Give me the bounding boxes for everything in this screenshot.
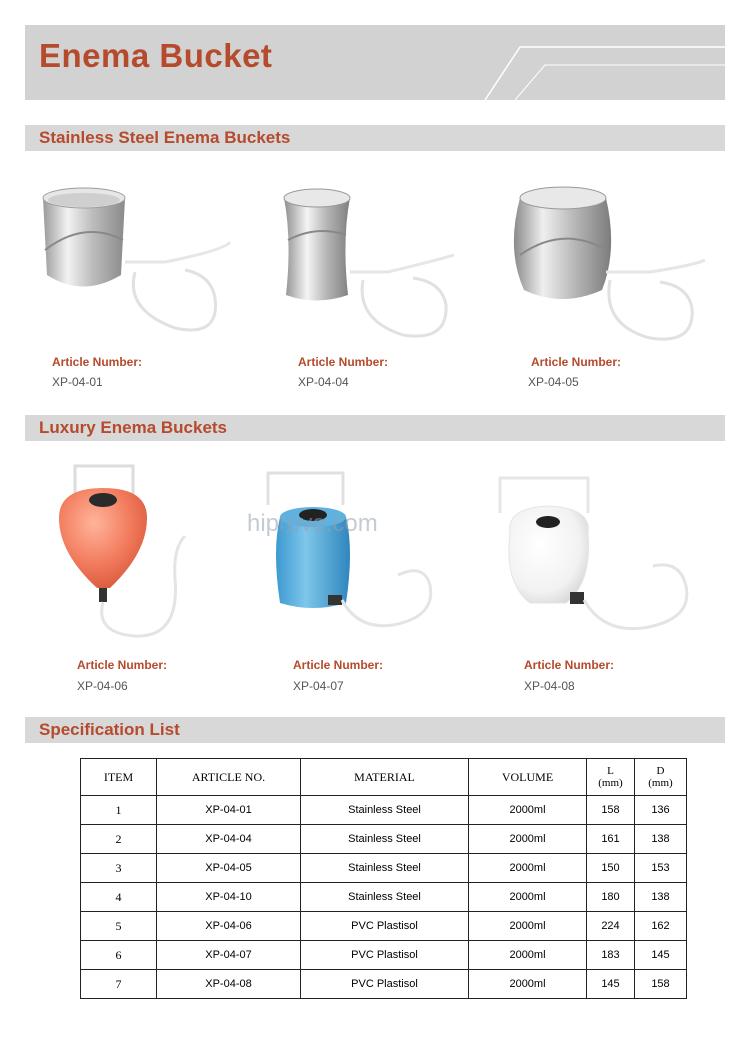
cell-article: XP-04-04 bbox=[157, 825, 301, 854]
table-header-row bbox=[81, 759, 687, 796]
header-diameter bbox=[635, 759, 687, 796]
cell-article: XP-04-07 bbox=[157, 941, 301, 970]
cell-length: 145 bbox=[587, 970, 635, 999]
cell-diameter: 162 bbox=[635, 912, 687, 941]
cell-diameter: 138 bbox=[635, 825, 687, 854]
cell-item: 6 bbox=[81, 941, 157, 970]
header-diameter-label: D bbox=[656, 765, 665, 777]
section-title-luxury: Luxury Enema Buckets bbox=[39, 418, 228, 437]
header-volume: VOLUME bbox=[469, 759, 587, 796]
section-bar-luxury bbox=[25, 415, 725, 441]
table-row bbox=[81, 970, 687, 999]
cell-material: PVC Plastisol bbox=[301, 941, 469, 970]
white-bucket-icon bbox=[488, 468, 698, 643]
cell-diameter: 138 bbox=[635, 883, 687, 912]
cell-material: Stainless Steel bbox=[301, 825, 469, 854]
cell-length: 150 bbox=[587, 854, 635, 883]
cell-volume: 2000ml bbox=[469, 883, 587, 912]
cell-item: 4 bbox=[81, 883, 157, 912]
header-length bbox=[587, 759, 635, 796]
cell-diameter: 145 bbox=[635, 941, 687, 970]
section-bar-spec bbox=[25, 717, 725, 743]
cell-article: XP-04-06 bbox=[157, 912, 301, 941]
cell-item: 7 bbox=[81, 970, 157, 999]
article-number-label: Article Number: bbox=[524, 658, 615, 672]
cell-item: 2 bbox=[81, 825, 157, 854]
product-image-xp-04-01 bbox=[35, 180, 235, 340]
article-number-label: Article Number: bbox=[77, 658, 168, 672]
table-row bbox=[81, 912, 687, 941]
cell-material: Stainless Steel bbox=[301, 796, 469, 825]
cell-length: 158 bbox=[587, 796, 635, 825]
cell-material: PVC Plastisol bbox=[301, 970, 469, 999]
blue-bucket-icon bbox=[258, 465, 443, 640]
cell-diameter: 153 bbox=[635, 854, 687, 883]
watermark-text: hiprove.com bbox=[247, 510, 378, 537]
product-image-xp-04-07 bbox=[258, 465, 443, 640]
cell-article: XP-04-08 bbox=[157, 970, 301, 999]
article-number-label: Article Number: bbox=[293, 658, 384, 672]
article-number-label: Article Number: bbox=[298, 355, 389, 369]
cell-diameter: 158 bbox=[635, 970, 687, 999]
cell-article: XP-04-05 bbox=[157, 854, 301, 883]
cell-item: 1 bbox=[81, 796, 157, 825]
stainless-tall-bucket-icon bbox=[278, 180, 478, 340]
page-header-banner bbox=[25, 25, 725, 100]
article-number-label: Article Number: bbox=[52, 355, 143, 369]
product-image-xp-04-08 bbox=[488, 468, 698, 643]
cell-length: 224 bbox=[587, 912, 635, 941]
article-number-value: XP-04-05 bbox=[528, 375, 579, 389]
article-number-value: XP-04-06 bbox=[77, 679, 128, 693]
table-row bbox=[81, 825, 687, 854]
header-article: ARTICLE NO. bbox=[157, 759, 301, 796]
cell-volume: 2000ml bbox=[469, 854, 587, 883]
cell-length: 180 bbox=[587, 883, 635, 912]
stainless-round-bucket-icon bbox=[35, 180, 235, 340]
cell-article: XP-04-01 bbox=[157, 796, 301, 825]
cell-length: 161 bbox=[587, 825, 635, 854]
article-number-value: XP-04-01 bbox=[52, 375, 103, 389]
cell-volume: 2000ml bbox=[469, 941, 587, 970]
orange-bulb-bucket-icon bbox=[55, 458, 205, 643]
article-number-value: XP-04-04 bbox=[298, 375, 349, 389]
product-image-xp-04-04 bbox=[278, 180, 478, 340]
table-row bbox=[81, 883, 687, 912]
section-title-stainless: Stainless Steel Enema Buckets bbox=[39, 128, 291, 147]
table-row bbox=[81, 941, 687, 970]
cell-volume: 2000ml bbox=[469, 825, 587, 854]
article-number-value: XP-04-08 bbox=[524, 679, 575, 693]
specification-table bbox=[80, 758, 687, 999]
table-row bbox=[81, 854, 687, 883]
cell-material: Stainless Steel bbox=[301, 854, 469, 883]
cell-item: 5 bbox=[81, 912, 157, 941]
cell-item: 3 bbox=[81, 854, 157, 883]
cell-volume: 2000ml bbox=[469, 912, 587, 941]
product-image-xp-04-06 bbox=[55, 458, 205, 643]
header-item: ITEM bbox=[81, 759, 157, 796]
cell-material: Stainless Steel bbox=[301, 883, 469, 912]
cell-material: PVC Plastisol bbox=[301, 912, 469, 941]
header-material: MATERIAL bbox=[301, 759, 469, 796]
stainless-barrel-bucket-icon bbox=[510, 180, 715, 345]
product-image-xp-04-05 bbox=[510, 180, 715, 345]
cell-diameter: 136 bbox=[635, 796, 687, 825]
section-bar-stainless bbox=[25, 125, 725, 151]
section-title-spec: Specification List bbox=[39, 720, 180, 739]
article-number-value: XP-04-07 bbox=[293, 679, 344, 693]
cell-article: XP-04-10 bbox=[157, 883, 301, 912]
page-title: Enema Bucket bbox=[39, 37, 273, 74]
article-number-label: Article Number: bbox=[531, 355, 622, 369]
cell-length: 183 bbox=[587, 941, 635, 970]
cell-volume: 2000ml bbox=[469, 970, 587, 999]
cell-volume: 2000ml bbox=[469, 796, 587, 825]
header-length-label: L bbox=[607, 765, 614, 777]
header-diameter-unit: (mm) bbox=[648, 777, 673, 789]
header-length-unit: (mm) bbox=[598, 777, 623, 789]
table-row bbox=[81, 796, 687, 825]
